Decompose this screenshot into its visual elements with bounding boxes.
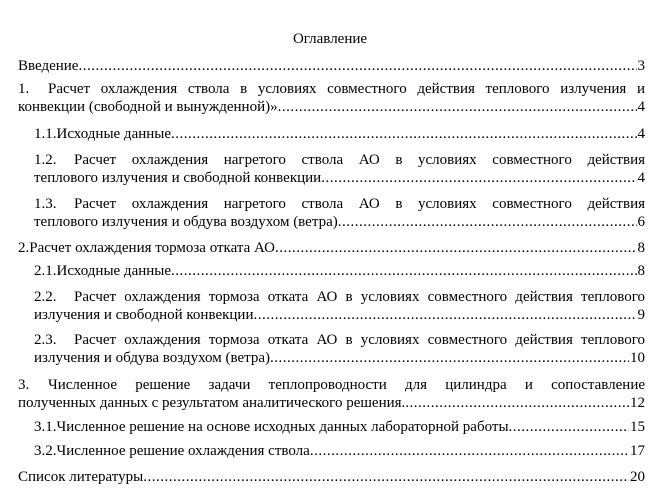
toc-entry-references[interactable] bbox=[18, 468, 645, 486]
toc-entry-2-3[interactable] bbox=[34, 331, 645, 367]
toc-entry-3-2[interactable] bbox=[34, 442, 645, 460]
toc-entry-number: 2.2. bbox=[34, 289, 57, 305]
toc-entry-number: 2.1. bbox=[34, 263, 57, 279]
toc-entry-text: Расчет охлаждения тормоза отката АО bbox=[29, 240, 275, 256]
toc-entry-3[interactable] bbox=[18, 376, 645, 412]
toc-page-number: 6 bbox=[637, 214, 645, 230]
toc-page-number: 4 bbox=[637, 170, 645, 186]
toc-entry-number: 3.2. bbox=[34, 443, 57, 459]
toc-entry-text: Список литературы bbox=[18, 469, 144, 485]
toc-leader bbox=[275, 239, 637, 257]
toc-entry-text-line-1: 1.2. Расчет охлаждения нагретого ствола АО в условиях совместного действия bbox=[34, 152, 645, 168]
toc-entry-text-line-2: теплового излучения и обдува воздухом (ветра) bbox=[34, 214, 338, 230]
toc-entry-text-line-1: 1.3. Расчет охлаждения нагретого ствола АО в условиях совместного действия bbox=[34, 196, 645, 212]
toc-leader bbox=[143, 468, 629, 486]
toc-title: Оглавление bbox=[292, 31, 368, 47]
toc-entry-text-line-2: теплового излучения и свободной конвекции bbox=[34, 170, 322, 186]
toc-entry-text-line-1: 3. Численное решение задачи теплопроводности для цилиндра и сопоставление bbox=[18, 377, 645, 393]
toc-leader bbox=[338, 213, 637, 231]
toc-entry-number: 2.3. bbox=[34, 332, 57, 348]
toc-entry-intro[interactable] bbox=[18, 57, 645, 75]
toc-leader bbox=[171, 262, 636, 280]
toc-leader bbox=[270, 349, 629, 367]
toc-leader bbox=[310, 442, 629, 460]
toc-page-number: 9 bbox=[637, 307, 645, 323]
toc-leader bbox=[405, 394, 629, 412]
toc-entry-3-1[interactable] bbox=[34, 418, 645, 436]
toc-entry-text: Введение bbox=[18, 58, 79, 74]
toc-page-number: 12 bbox=[630, 395, 645, 411]
toc-entry-text: Исходные данные bbox=[56, 263, 172, 279]
toc-leader bbox=[171, 125, 636, 143]
toc-entry-number: 3. bbox=[18, 377, 30, 393]
toc-entry-1-1[interactable] bbox=[34, 125, 645, 143]
toc-entry-text-line-2: излучения и обдува воздухом (ветра) bbox=[34, 350, 270, 366]
toc-page-number: 3 bbox=[637, 58, 645, 74]
toc-entry-text-line-2: излучения и свободной конвекции bbox=[34, 307, 254, 323]
toc-leader bbox=[509, 418, 629, 436]
toc-entry-2[interactable] bbox=[18, 239, 645, 257]
toc-entry-text: Исходные данные bbox=[56, 126, 172, 142]
toc-leader bbox=[278, 98, 637, 116]
toc-entry-2-2[interactable] bbox=[34, 288, 645, 324]
toc-entry-number: 1.3. bbox=[34, 196, 57, 212]
toc-leader bbox=[78, 57, 636, 75]
toc-entry-1[interactable] bbox=[18, 80, 645, 116]
toc-leader bbox=[321, 169, 636, 187]
toc-entry-number: 3.1. bbox=[34, 419, 57, 435]
toc-page-number: 15 bbox=[630, 419, 645, 435]
toc-page-number: 8 bbox=[637, 240, 645, 256]
toc-entry-number: 1.1. bbox=[34, 126, 57, 142]
toc-entry-number: 1. bbox=[18, 81, 30, 97]
toc-page-number: 4 bbox=[637, 99, 645, 115]
toc-entry-number: 1.2. bbox=[34, 152, 57, 168]
toc-entry-text-line-1: 2.2. Расчет охлаждения тормоза отката АО в условиях совместного действия теплового bbox=[34, 289, 645, 305]
toc-entry-text-line-1: 1. Расчет охлаждения ствола в условиях совместного действия теплового излучения и bbox=[18, 81, 645, 97]
toc-entry-2-1[interactable] bbox=[34, 262, 645, 280]
toc-page-number: 17 bbox=[630, 443, 645, 459]
toc-entry-text: Численное решение на основе исходных данных лабораторной работы bbox=[56, 419, 509, 435]
toc-entry-text-line-2: полученных данных с результатом аналитического решения. bbox=[18, 395, 406, 411]
toc-entry-text-line-1: 2.3. Расчет охлаждения тормоза отката АО в условиях совместного действия теплового bbox=[34, 332, 645, 348]
toc-leader bbox=[253, 306, 636, 324]
toc-entry-text: Численное решение охлаждения ствола bbox=[56, 443, 310, 459]
toc-entry-number: 2. bbox=[18, 240, 30, 256]
toc-entry-text-line-2: конвекции (свободной и вынужденной)» bbox=[18, 99, 278, 115]
toc-page-number: 8 bbox=[637, 263, 645, 279]
toc-entry-1-3[interactable] bbox=[34, 195, 645, 231]
toc-page-number: 10 bbox=[630, 350, 645, 366]
toc-page-number: 20 bbox=[630, 469, 645, 485]
toc-entry-1-2[interactable] bbox=[34, 151, 645, 187]
toc-page-number: 4 bbox=[637, 126, 645, 142]
